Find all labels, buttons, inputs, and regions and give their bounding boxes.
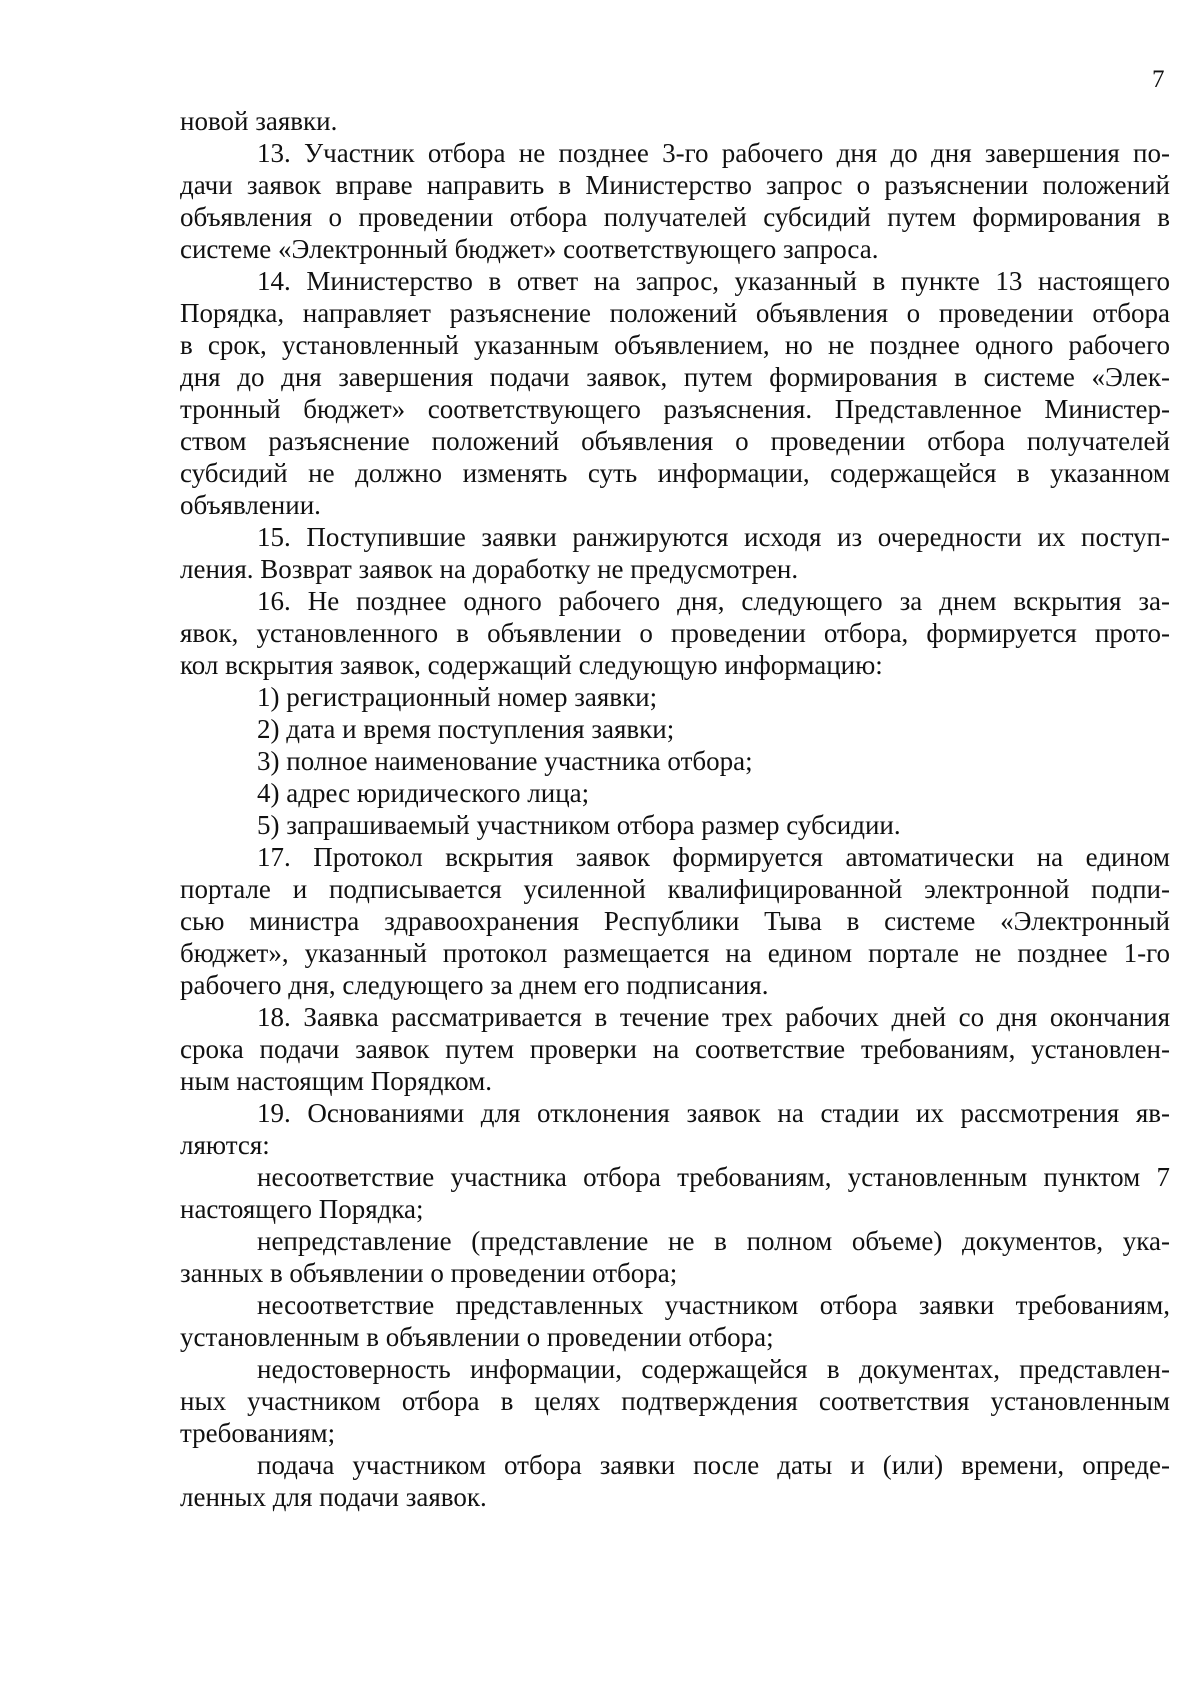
text-line: системе «Электронный бюджет» соответствующего запроса.	[180, 234, 879, 264]
text-line: 14. Министерство в ответ на запрос, указанный в пункте 13 настоящего	[257, 266, 1170, 296]
text-line: настоящего Порядка;	[180, 1194, 424, 1224]
text-line: требованиям;	[180, 1418, 336, 1448]
text-line: недостоверность информации, содержащейся в документах, представлен-	[257, 1354, 1170, 1384]
text-line: срока подачи заявок путем проверки на соответствие требованиям, установлен-	[180, 1034, 1170, 1064]
text-line: подача участником отбора заявки после даты и (или) времени, опреде-	[257, 1450, 1170, 1480]
text-line: 16. Не позднее одного рабочего дня, следующего за днем вскрытия за-	[257, 586, 1170, 616]
text-line: объявления о проведении отбора получателей субсидий путем формирования в	[180, 202, 1170, 232]
text-line: занных в объявлении о проведении отбора;	[180, 1258, 678, 1288]
text-line: 5) запрашиваемый участником отбора размер субсидии.	[257, 810, 901, 840]
text-line: тронный бюджет» соответствующего разъяснения. Представленное Министер-	[180, 394, 1170, 424]
text-line: 3) полное наименование участника отбора;	[257, 746, 753, 776]
text-line: 17. Протокол вскрытия заявок формируется автоматически на едином	[257, 842, 1170, 872]
text-line: рабочего дня, следующего за днем его подписания.	[180, 970, 769, 1000]
text-line: ляются:	[180, 1130, 270, 1160]
text-line: кол вскрытия заявок, содержащий следующую информацию:	[180, 650, 883, 680]
text-line: новой заявки.	[180, 106, 338, 136]
text-line: ных участником отбора в целях подтверждения соответствия установленным	[180, 1386, 1170, 1416]
text-line: в срок, установленный указанным объявлением, но не позднее одного рабочего	[180, 330, 1170, 360]
text-line: бюджет», указанный протокол размещается на едином портале не позднее 1-го	[180, 938, 1170, 968]
page-number: 7	[1152, 66, 1165, 93]
text-line: Порядка, направляет разъяснение положений объявления о проведении отбора	[180, 298, 1170, 328]
text-line: 15. Поступившие заявки ранжируются исходя из очередности их поступ-	[257, 522, 1170, 552]
text-line: ленных для подачи заявок.	[180, 1482, 487, 1512]
text-line: портале и подписывается усиленной квалифицированной электронной подпи-	[180, 874, 1170, 904]
text-line: ления. Возврат заявок на доработку не предусмотрен.	[180, 554, 799, 584]
text-line: несоответствие участника отбора требованиям, установленным пунктом 7	[257, 1162, 1170, 1192]
text-line: несоответствие представленных участником отбора заявки требованиям,	[257, 1290, 1170, 1320]
text-line: 19. Основаниями для отклонения заявок на стадии их рассмотрения яв-	[257, 1098, 1170, 1128]
text-line: 13. Участник отбора не позднее 3-го рабочего дня до дня завершения по-	[257, 138, 1170, 168]
text-line: дня до дня завершения подачи заявок, путем формирования в системе «Элек-	[180, 362, 1170, 392]
text-line: субсидий не должно изменять суть информации, содержащейся в указанном	[180, 458, 1170, 488]
text-line: 2) дата и время поступления заявки;	[257, 714, 675, 744]
text-line: 4) адрес юридического лица;	[257, 778, 590, 808]
text-line: ным настоящим Порядком.	[180, 1066, 492, 1096]
text-line: объявлении.	[180, 490, 321, 520]
text-line: дачи заявок вправе направить в Министерство запрос о разъяснении положений	[180, 170, 1170, 200]
document-body	[180, 105, 1170, 1513]
text-line: непредставление (представление не в полном объеме) документов, ука-	[257, 1226, 1170, 1256]
text-line: ством разъяснение положений объявления о проведении отбора получателей	[180, 426, 1170, 456]
text-line: 18. Заявка рассматривается в течение трех рабочих дней со дня окончания	[257, 1002, 1170, 1032]
text-line: 1) регистрационный номер заявки;	[257, 682, 658, 712]
text-line: установленным в объявлении о проведении отбора;	[180, 1322, 774, 1352]
text-line: сью министра здравоохранения Республики Тыва в системе «Электронный	[180, 906, 1170, 936]
text-line: явок, установленного в объявлении о проведении отбора, формируется прото-	[180, 618, 1170, 648]
